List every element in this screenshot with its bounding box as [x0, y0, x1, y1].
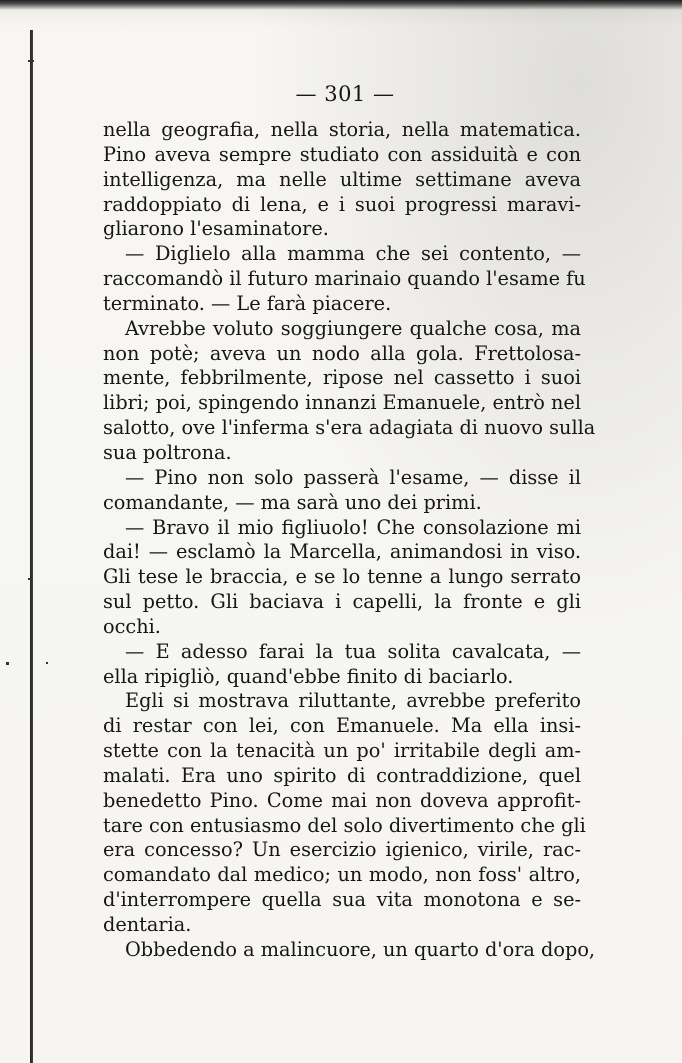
- text-line: — Bravo il mio figliuolo! Che consolazione mi: [125, 515, 581, 539]
- margin-speck: [6, 662, 9, 665]
- page-number: — 301 —: [295, 82, 395, 106]
- text-line: era concesso? Un esercizio igienico, virile, rac-: [103, 838, 581, 862]
- text-line: Gli tese le braccia, e se lo tenne a lungo serrato: [103, 565, 581, 589]
- text-line: Pino aveva sempre studiato con assiduità e con: [103, 142, 581, 166]
- text-line: sua poltrona.: [103, 440, 232, 464]
- text-line: dentaria.: [103, 913, 192, 936]
- text-line: sul petto. Gli baciava i capelli, la fronte e gli: [103, 590, 581, 614]
- text-line: libri; poi, spingendo innanzi Emanuele, entrò nel: [103, 391, 581, 415]
- text-line: gliarono l'esaminatore.: [103, 217, 329, 241]
- text-line: terminato. — Le farà piacere.: [103, 291, 392, 315]
- text-line: ella ripigliò, quand'ebbe finito di baciarlo.: [103, 664, 514, 688]
- text-line: d'interrompere quella sua vita monotona e se-: [103, 888, 581, 912]
- top-page-shadow: [0, 0, 682, 10]
- text-line: benedetto Pino. Come mai non doveva approfit-: [103, 788, 581, 812]
- text-line: raccomandò il futuro marinaio quando l'esame fu: [103, 267, 586, 291]
- binding-edge-line: [30, 30, 33, 1063]
- text-line: non potè; aveva un nodo alla gola. Frettolosa-: [103, 341, 581, 365]
- margin-speck: [28, 60, 34, 62]
- text-line: stette con la tenacità un po' irritabile degli am-: [103, 739, 581, 763]
- text-line: comandato dal medico; un modo, non foss' altro,: [103, 863, 581, 887]
- margin-speck: [28, 578, 33, 580]
- text-line: Avrebbe voluto soggiungere qualche cosa, ma: [125, 316, 581, 340]
- text-line: dai! — esclamò la Marcella, animandosi in viso.: [103, 540, 581, 564]
- text-line: — E adesso farai la tua solita cavalcata, —: [125, 639, 581, 663]
- text-line: raddoppiato di lena, e i suoi progressi maravi-: [103, 192, 581, 216]
- margin-speck: [46, 662, 48, 664]
- text-line: intelligenza, ma nelle ultime settimane aveva: [103, 167, 581, 191]
- text-line: Obbedendo a malincuore, un quarto d'ora dopo,: [125, 937, 596, 961]
- text-line: — Pino non solo passerà l'esame, — disse il: [125, 465, 581, 489]
- body-text: [103, 118, 596, 963]
- text-line: nella geografia, nella storia, nella matematica.: [103, 118, 581, 141]
- text-line: tare con entusiasmo del solo divertimento che gli: [103, 813, 586, 837]
- text-line: malati. Era uno spirito di contraddizione, quel: [103, 763, 581, 787]
- text-line: comandante, — ma sarà uno dei primi.: [103, 490, 482, 514]
- text-line: — Diglielo alla mamma che sei contento, —: [125, 242, 581, 266]
- text-line: Egli si mostrava riluttante, avrebbe preferito: [125, 689, 581, 713]
- text-line: di restar con lei, con Emanuele. Ma ella insi-: [103, 714, 581, 738]
- text-line: salotto, ove l'inferma s'era adagiata di nuovo sulla: [103, 416, 596, 440]
- text-line: occhi.: [103, 614, 161, 638]
- text-line: mente, febbrilmente, ripose nel cassetto i suoi: [103, 366, 581, 390]
